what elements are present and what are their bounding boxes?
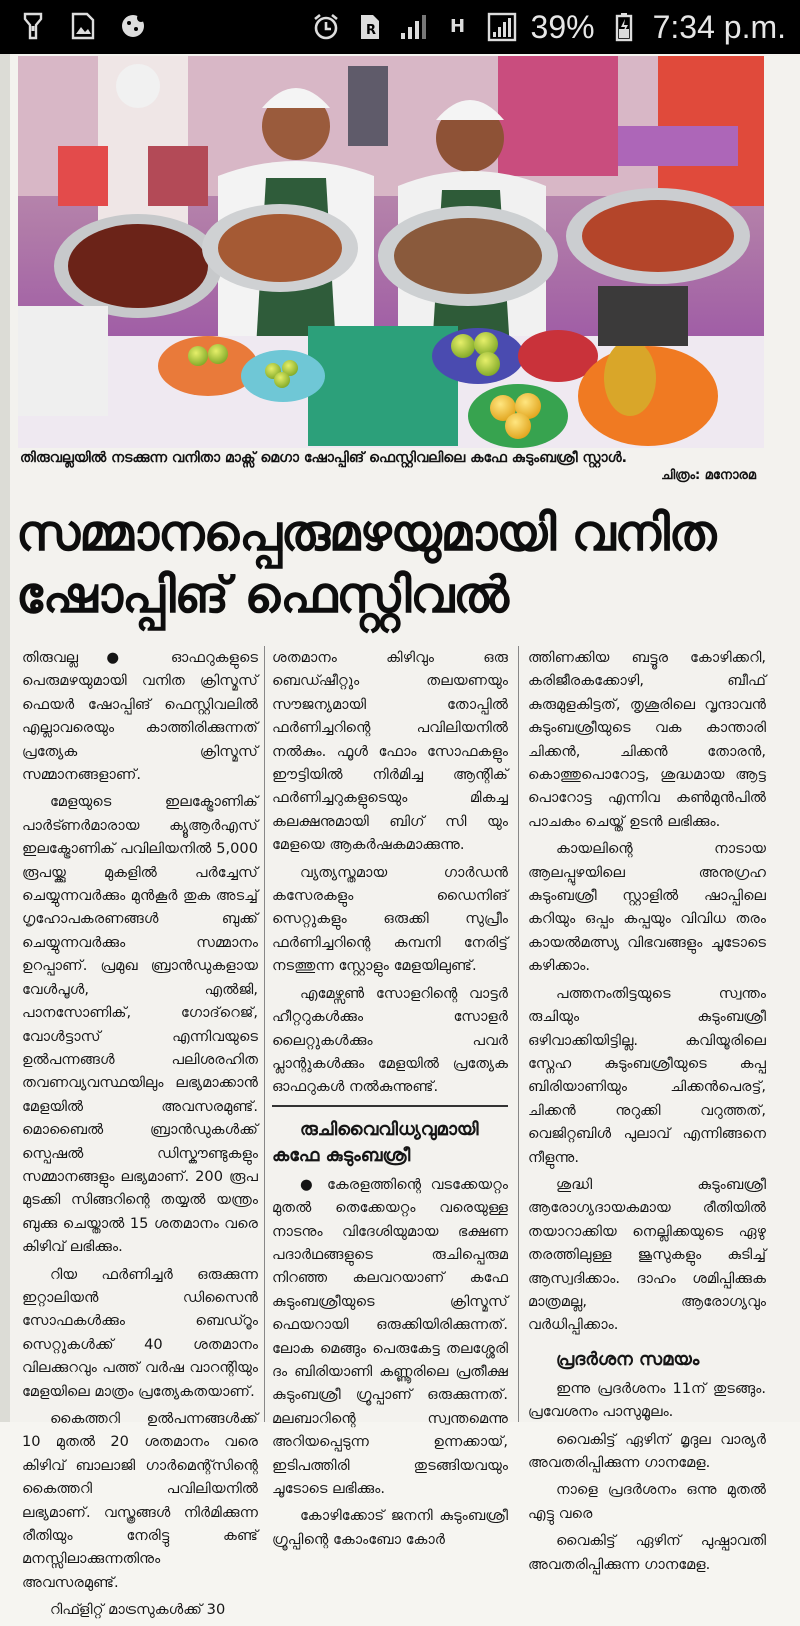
paragraph: തിരുവല്ല ● ഓഫറുകളുടെ പെരുമഴയുമായി വനിത ക്രിസ്മസ് ഫെയർ ഷോപ്പിങ് ഫെസ്റ്റിവലിൽ എല്ലാവരെയും കാത്തിരിക്കുന്നത് പ്രത്യേക ക്രിസ്മസ് സമ്മാനങ്ങളാണ്. xyxy=(22,649,258,784)
signal-icon xyxy=(399,12,429,42)
gallery-icon xyxy=(68,11,98,41)
photo-caption: തിരുവല്ലയിൽ നടക്കുന്ന വനിതാ മാക്സ് മെഗാ ഷോപ്പിങ് ഫെസ്റ്റിവലിലെ കഫേ കുടുംബശ്രീ സ്റ്റാൾ. xyxy=(20,450,627,466)
article-column-3 xyxy=(528,646,766,1580)
paragraph: വൈകിട്ട് ഏഴിന് പുഷ്പാവതി അവതരിപ്പിക്കുന്ന ഗാനമേള. xyxy=(528,1532,766,1573)
paragraph: കൈത്തറി ഉൽപന്നങ്ങൾക്ക് 10 മുതൽ 20 ശതമാനം വരെ കിഴിവ് ബാലാജി ഗാർമെന്റ്സിന്റെ കൈത്തറി പവിലിയനിൽ ലഭ്യമാണ്. വസ്ത്രങ്ങൾ നിർമിക്കുന്ന രീതിയും നേരിട്ടു കണ്ട് മനസ്സിലാക്കുന്നതിനും അവസരമുണ്ട്. xyxy=(22,1410,258,1591)
paragraph: നാളെ പ്രദർശനം ഒന്നു മുതൽ എട്ടു വരെ xyxy=(528,1481,766,1522)
section-subhead: പ്രദർശന സമയം xyxy=(556,1348,700,1370)
sim-icon xyxy=(355,12,385,42)
paragraph: ശുദ്ധി കുടുംബശ്രീ ആരോഗ്യദായകമായ രീതിയിൽ തയാറാക്കിയ നെല്ലിക്കയുടെ ഏഴു തരത്തിലുള്ള ജൂസുകളും കുടിച്ച് ആസ്വദിക്കാം. ദാഹം ശമിപ്പിക്കുക മാത്രമല്ല, ആരോഗ്യവും വർധിപ്പിക്കാം. xyxy=(528,1175,766,1334)
paragraph: റിഫ്ളിറ്റ് മാട്രസുകൾക്ക് 30 xyxy=(50,1601,226,1619)
article-headline: സമ്മാനപ്പെരുമഴയുമായി വനിത ഷോപ്പിങ് ഫെസ്റ്റിവൽ xyxy=(16,504,716,624)
network-type-icon: H xyxy=(450,16,466,37)
signal-icon-2 xyxy=(487,12,517,42)
section-subhead: രുചിവൈവിധ്യവുമായി കഫേ കുടുംബശ്രീ xyxy=(272,1118,479,1166)
photo-credit: ചിത്രം: മനോരമ xyxy=(661,468,756,483)
paragraph: വൈകിട്ട് ഏഴിന് മൃദുല വാര്യർ അവതരിപ്പിക്കുന്ന ഗാനമേള. xyxy=(528,1430,766,1471)
column-divider xyxy=(518,646,519,1422)
svg-text:R: R xyxy=(365,23,376,38)
paragraph: വ്യത്യസ്തമായ ഗാർഡൻ കസേരകളും ഡൈനിങ് സെറ്റുകളും ഒരുക്കി സുപ്രീം ഫർണിച്ചറിന്റെ കമ്പനി നേരിട്ട് നടത്തുന്ന സ്റ്റോളും മേളയിലുണ്ട്. xyxy=(272,863,508,975)
battery-charging-icon xyxy=(609,12,639,42)
paragraph: റിയ ഫർണിച്ചർ ഒരുക്കുന്ന ഇറ്റാലിയൻ ഡിസൈൻ സോഫകൾക്കും ബെഡ്റൂം സെറ്റുകൾക്ക് 40 ശതമാനം വിലക്കുറവും പത്ത് വർഷ വാറന്റിയും മേളയിലെ മാത്രം പ്രത്യേകതയാണ്. xyxy=(22,1265,258,1400)
paragraph: മേളയുടെ ഇലക്ട്രോണിക് പാർട്ണർമാരായ ക്യൂആർഎസ് ഇലക്ട്രോണിക് പവിലിയനിൽ 5,000 രൂപയ്ക്കു മുകളിൽ പർച്ചേസ് ചെയ്യുന്നവർക്കും മുൻകൂർ തുക അടച്ച് ഗൃഹോപകരണങ്ങൾ ബുക്ക് ചെയ്യുന്നവർക്കും സമ്മാനം ഉറപ്പാണ്. പ്രമുഖ ബ്രാൻഡുകളായ വേൾപൂൾ, എൽജി, പാനസോണിക്, ഗോദ്‌റെജ്, വോൾട്ടാസ് എന്നിവയുടെ ഉൽപന്നങ്ങൾ പലിശരഹിത തവണവ്യവസ്ഥയിലും ലഭ്യമാക്കാൻ മേളയിൽ അവസരമുണ്ട്. മൊബൈൽ ബ്രാൻഡുകൾക്ക് സ്പെഷൽ ഡിസ്കൗണ്ടുകളും സമ്മാനങ്ങളും ലഭ്യമാണ്. 200 രൂപ മുടക്കി സിങ്ങറിന്റെ തയ്യൽ യന്ത്രം ബുക്കു ചെയ്താൽ 15 ശതമാനം വരെ കിഴിവ് ലഭിക്കും. xyxy=(22,793,258,1256)
clock: 7:34 p.m. xyxy=(652,9,786,45)
paragraph: പത്തനംതിട്ടയുടെ സ്വന്തം രുചിയും കുടുംബശ്രീ ഒഴിവാക്കിയിട്ടില്ല. കവിയൂരിലെ സ്നേഹ കുടുംബശ്രീയുടെ കപ്പ ബിരിയാണിയും ചിക്കൻപെരട്ട്, ചിക്കൻ നുറുക്കി വറുത്തത്, വെജിറ്റബിൾ പുലാവ് എന്നിങ്ങനെ നീളുന്നു. xyxy=(528,984,766,1166)
paragraph: കായലിന്റെ നാടായ ആലപ്പുഴയിലെ അനുഗ്രഹ കുടുംബശ്രീ സ്റ്റാളിൽ ഷാപ്പിലെ കറിയും ഒപ്പം കപ്പയും വിവിധ തരം കായൽമത്സ്യ വിഭവങ്ങളും ചൂടോടെ കഴിക്കാം. xyxy=(528,840,766,975)
paragraph: ● കേരളത്തിന്റെ വടക്കേയറ്റം മുതൽ തെക്കേയറ്റം വരെയുള്ള നാടനും വിദേശിയുമായ ഭക്ഷണ പദാർഥങ്ങളുടെ രുചിപ്പെരുമ നിറഞ്ഞ കലവറയാണ് കഫേ കുടുംബശ്രീയുടെ ക്രിസ്മസ് ഫെയറായി ഒരുക്കിയിരിക്കുന്നത്. ലോക മെങ്ങും പെരുകേട്ട തലശ്ശേരി ദം ബിരിയാണി കണ്ണൂരിലെ പ്രതീക്ഷ കുടുംബശ്രീ ഗ്രൂപ്പാണ് ഒരുക്കുന്നത്. മലബാറിന്റെ സ്വന്തമെന്നു അറിയപ്പെടുന്ന ഉന്നക്കായ്, ഇടിപത്തിരി തുടങ്ങിയവയും ചൂടോടെ ലഭിക്കും. xyxy=(272,1175,508,1497)
column-divider xyxy=(264,646,265,1422)
settings-cookie-icon xyxy=(118,11,148,41)
paragraph: എമേഴ്സൺ സോളറിന്റെ വാട്ടർ ഹീറ്ററുകൾക്കും സോളർ ലൈറ്റുകൾക്കും പവർ പ്ലാന്റുകൾക്കും മേളയിൽ പ്രത്യേക ഓഫറുകൾ നൽകുന്നുണ്ട്. xyxy=(272,984,508,1096)
flashlight-icon xyxy=(18,11,48,41)
status-bar xyxy=(0,0,800,54)
news-photo xyxy=(18,56,764,448)
section-rule xyxy=(272,1105,508,1107)
article-column-1 xyxy=(22,646,258,1626)
paragraph: ശതമാനം കിഴിവും ഒരു ബെഡ്ഷീറ്റും തലയണയും സൗജന്യമായി തോപ്പിൽ ഫർണിച്ചറിന്റെ പവിലിയനിൽ നൽകും. ഫൂൾ ഫോം സോഫകളും ഈട്ടിയിൽ നിർമിച്ച ആന്റിക് ഫർണിച്ചറുകളുടെയും മികച്ച കലക്ഷനുമായി ബിഗ് സി യും മേളയെ ആകർഷകമാക്കുന്നു. xyxy=(272,649,508,854)
paragraph: ഇന്നു പ്രദർശനം 11ന് തുടങ്ങും. പ്രവേശനം പാസുമൂലം. xyxy=(528,1379,766,1421)
newspaper-page[interactable] xyxy=(0,54,800,1619)
article-column-2 xyxy=(272,646,508,1555)
battery-percent: 39% xyxy=(530,9,595,45)
alarm-icon xyxy=(311,12,341,42)
paragraph: ത്തിണക്കിയ ബട്ടൂര കോഴിക്കറി, കരിജീരകക്കോഴി, ബീഫ് കുരുമുളകിട്ടത്, തൃശൂരിലെ വൃന്ദാവൻ കുടുംബശ്രീയുടെ വക കാന്താരി ചിക്കൻ, ചിക്കൻ തോരൻ, കൊത്തുപൊറോട്ട, ശുദ്ധമായ ആട്ട പൊറോട്ട എന്നിവ കൺമുൻപിൽ പാചകം ചെയ്ത് ഉടൻ ലഭിക്കും. xyxy=(528,649,766,830)
paragraph: കോഴിക്കോട് ജനനി കുടുംബശ്രീ ഗ്രൂപ്പിന്റെ കോംബോ കോർ xyxy=(272,1507,508,1548)
page-edge xyxy=(0,54,10,1422)
